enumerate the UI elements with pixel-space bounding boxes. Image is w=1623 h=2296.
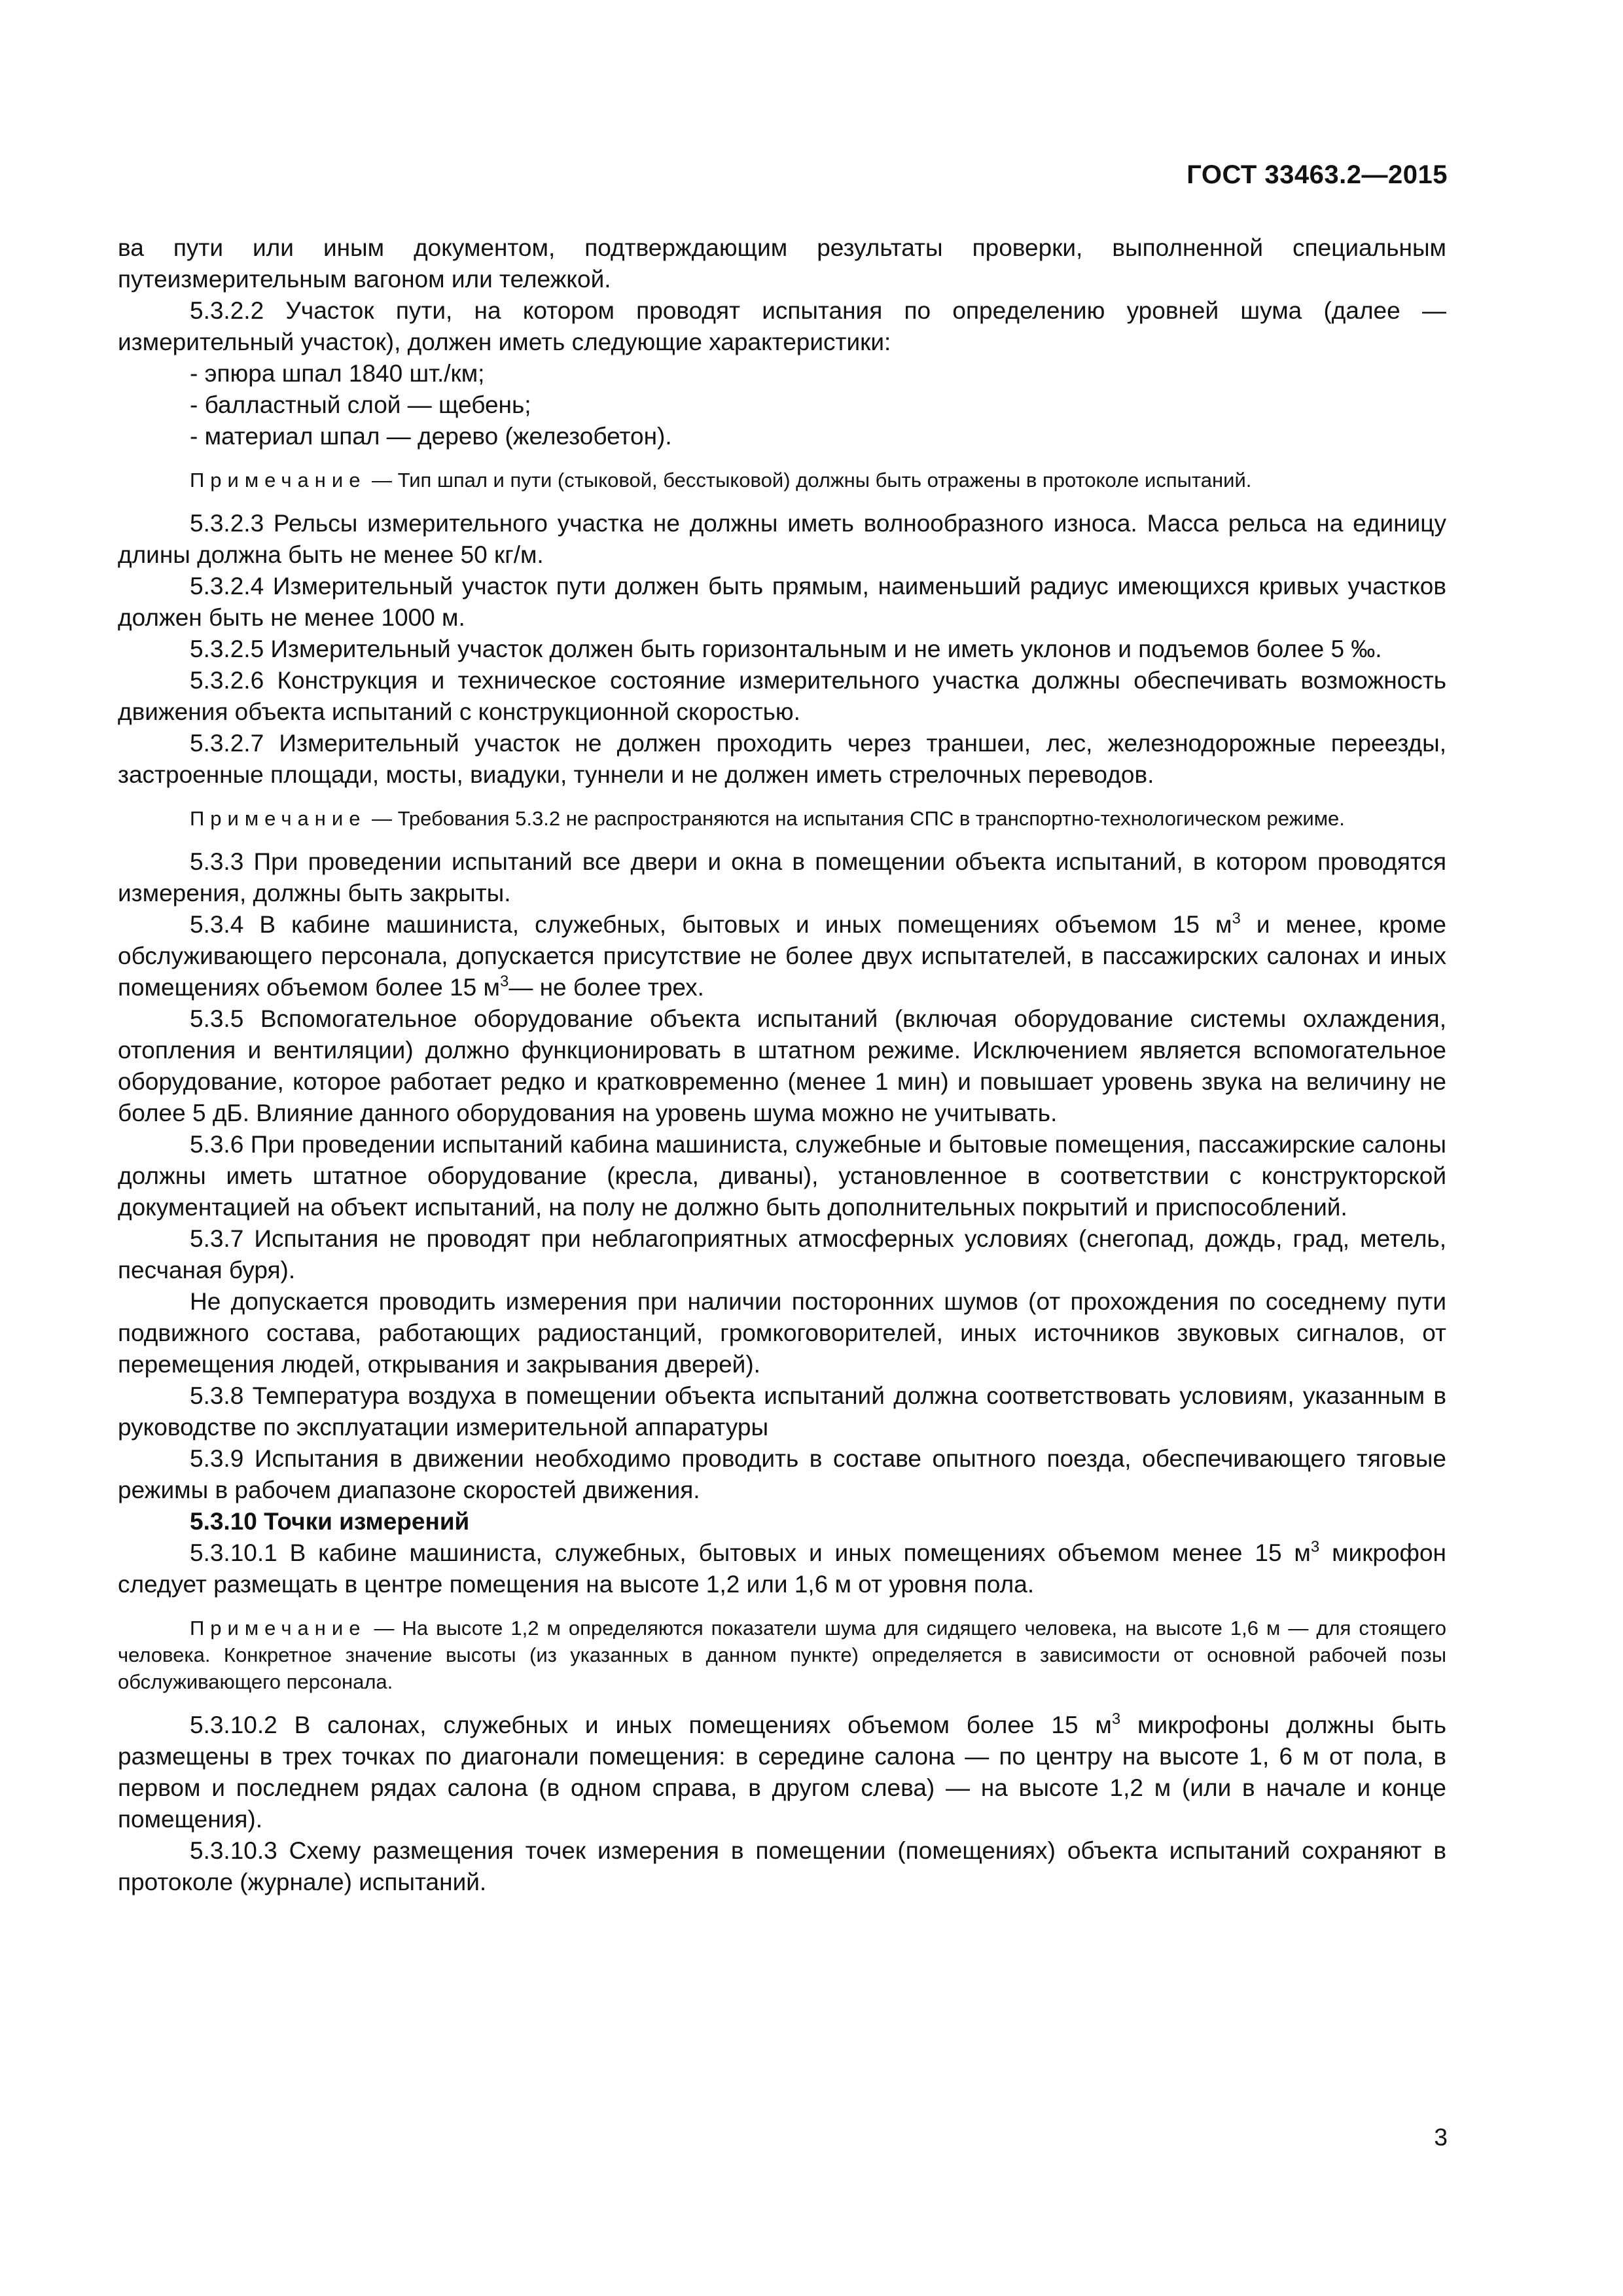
- text-run: Не допускается проводить измерения при наличии посторонних шумов (от прохождения по соседнему пути подвижного состава, работающих радиостанций, громкоговорителей, иных источников звуковых сигналов, от перемещения людей, открывания и закрывания дверей).: [118, 1288, 1446, 1378]
- note-text: — Требования 5.3.2 не распространяются на испытания СПС в транспортно-технологическом режиме.: [366, 807, 1345, 830]
- paragraph: [118, 634, 1446, 665]
- text-run: — не более трех.: [508, 974, 704, 1001]
- paragraph: [118, 1835, 1446, 1898]
- text-run: 5.3.2.3 Рельсы измерительного участка не должны иметь волнообразного износа. Масса рельса на единицу длины должна быть не менее 50 кг/м.: [118, 510, 1446, 568]
- paragraph: [118, 909, 1446, 1003]
- paragraph: [118, 508, 1446, 571]
- section-heading: [118, 1506, 1446, 1537]
- list-item: [190, 389, 1446, 421]
- note: [118, 805, 1446, 832]
- note-text: — На высоте 1,2 м определяются показатели шума для сидящего человека, на высоте 1,6 м — для стоящего человека. Конкретное значение высоты (из указанных в данном пункте) определяется в зависимости от основной рабочей позы обслуживающего персонала.: [118, 1617, 1446, 1693]
- text-run: - материал шпал — дерево (железобетон).: [190, 423, 672, 450]
- page-number: 3: [1434, 2124, 1448, 2151]
- paragraph: [118, 1380, 1446, 1443]
- text-run: 5.3.8 Температура воздуха в помещении объекта испытаний должна соответствовать условиям, указанным в руководстве по эксплуатации измерительной аппаратуры: [118, 1382, 1446, 1441]
- paragraph: [118, 295, 1446, 358]
- paragraph: [118, 1003, 1446, 1129]
- text-run: и менее, кроме обслуживающего персонала, допускается присутствие не более двух испытателей, в пассажирских салонах и иных помещениях объемом более 15 м: [118, 911, 1446, 1001]
- paragraph: [118, 232, 1446, 295]
- paragraph: [118, 846, 1446, 909]
- paragraph: [118, 1129, 1446, 1223]
- superscript: 3: [1111, 1710, 1121, 1728]
- text-run: микрофон следует размещать в центре помещения на высоте 1,2 или 1,6 м от уровня пола.: [118, 1539, 1446, 1598]
- note: [118, 1615, 1446, 1695]
- paragraph: [118, 1710, 1446, 1835]
- text-run: 5.3.10 Точки измерений: [190, 1508, 470, 1535]
- text-run: 5.3.2.2 Участок пути, на котором проводят испытания по определению уровней шума (далее — измерительный участок), должен иметь следующие характеристики:: [118, 297, 1446, 355]
- text-run: ва пути или иным документом, подтверждающим результаты проверки, выполненной специальным путеизмерительным вагоном или тележкой.: [118, 234, 1446, 293]
- text-run: - балластный слой — щебень;: [190, 391, 531, 418]
- text-run: 5.3.2.6 Конструкция и техническое состояние измерительного участка должны обеспечивать возможность движения объекта испытаний с конструкционной скоростью.: [118, 667, 1446, 725]
- paragraph: [118, 665, 1446, 728]
- paragraph: [118, 728, 1446, 791]
- superscript: 3: [499, 973, 509, 990]
- note-label: Примечание: [190, 1617, 366, 1640]
- list-item: [190, 358, 1446, 389]
- superscript: 3: [1310, 1538, 1320, 1556]
- paragraph: [118, 1286, 1446, 1380]
- paragraph: [118, 571, 1446, 634]
- paragraph: [118, 1223, 1446, 1286]
- text-run: 5.3.2.7 Измерительный участок не должен проходить через траншеи, лес, железнодорожные переезды, застроенные площади, мосты, виадуки, туннели и не должен иметь стрелочных переводов.: [118, 730, 1446, 788]
- text-run: 5.3.10.2 В салонах, служебных и иных помещениях объемом более 15 м: [190, 1712, 1112, 1738]
- text-run: 5.3.10.3 Схему размещения точек измерения в помещении (помещениях) объекта испытаний сохраняют в протоколе (журнале) испытаний.: [118, 1837, 1446, 1895]
- note-label: Примечание: [190, 469, 366, 492]
- note: [118, 467, 1446, 493]
- text-run: 5.3.10.1 В кабине машиниста, служебных, бытовых и иных помещениях объемом менее 15 м: [190, 1539, 1311, 1566]
- note-text: — Тип шпал и пути (стыковой, бесстыковой) должны быть отражены в протоколе испытаний.: [366, 469, 1252, 492]
- superscript: 3: [1232, 910, 1241, 927]
- paragraph: [118, 1537, 1446, 1600]
- list-item: [190, 421, 1446, 452]
- text-run: 5.3.9 Испытания в движении необходимо проводить в составе опытного поезда, обеспечивающего тяговые режимы в рабочем диапазоне скоростей движения.: [118, 1445, 1446, 1503]
- text-run: 5.3.5 Вспомогательное оборудование объекта испытаний (включая оборудование системы охлаждения, отопления и вентиляции) должно функционировать в штатном режиме. Исключением является вспомогательное оборудование, которое работает редко и кратковременно (менее 1 мин) и повышает уровень звука на величину не более 5 дБ. Влияние данного оборудования на уровень шума можно не учитывать.: [118, 1005, 1446, 1126]
- text-run: 5.3.4 В кабине машиниста, служебных, бытовых и иных помещениях объемом 15 м: [190, 911, 1232, 938]
- text-run: 5.3.7 Испытания не проводят при неблагоприятных атмосферных условиях (снегопад, дождь, град, метель, песчаная буря).: [118, 1225, 1446, 1283]
- text-run: 5.3.2.4 Измерительный участок пути должен быть прямым, наименьший радиус имеющихся кривых участков должен быть не менее 1000 м.: [118, 573, 1446, 631]
- text-run: 5.3.2.5 Измерительный участок должен быть горизонтальным и не иметь уклонов и подъемов более 5 ‰.: [190, 636, 1382, 662]
- text-run: - эпюра шпал 1840 шт./км;: [190, 360, 485, 387]
- text-run: микрофоны должны быть размещены в трех точках по диагонали помещения: в середине салона — по центру на высоте 1, 6 м от пола, в первом и последнем рядах салона (в одном справа, в другом слева) — на высоте 1,2 м (или в начале и конце помещения).: [118, 1712, 1446, 1833]
- document-header-id: ГОСТ 33463.2—2015: [1186, 160, 1448, 189]
- paragraph: [118, 1443, 1446, 1506]
- text-run: 5.3.3 При проведении испытаний все двери и окна в помещении объекта испытаний, в котором проводятся измерения, должны быть закрыты.: [118, 848, 1446, 906]
- document-body: [118, 232, 1446, 1898]
- note-label: Примечание: [190, 807, 366, 830]
- text-run: 5.3.6 При проведении испытаний кабина машиниста, служебные и бытовые помещения, пассажирские салоны должны иметь штатное оборудование (кресла, диваны), установленное в соответствии с конструкторской документацией на объект испытаний, на полу не должно быть дополнительных покрытий и приспособлений.: [118, 1131, 1446, 1221]
